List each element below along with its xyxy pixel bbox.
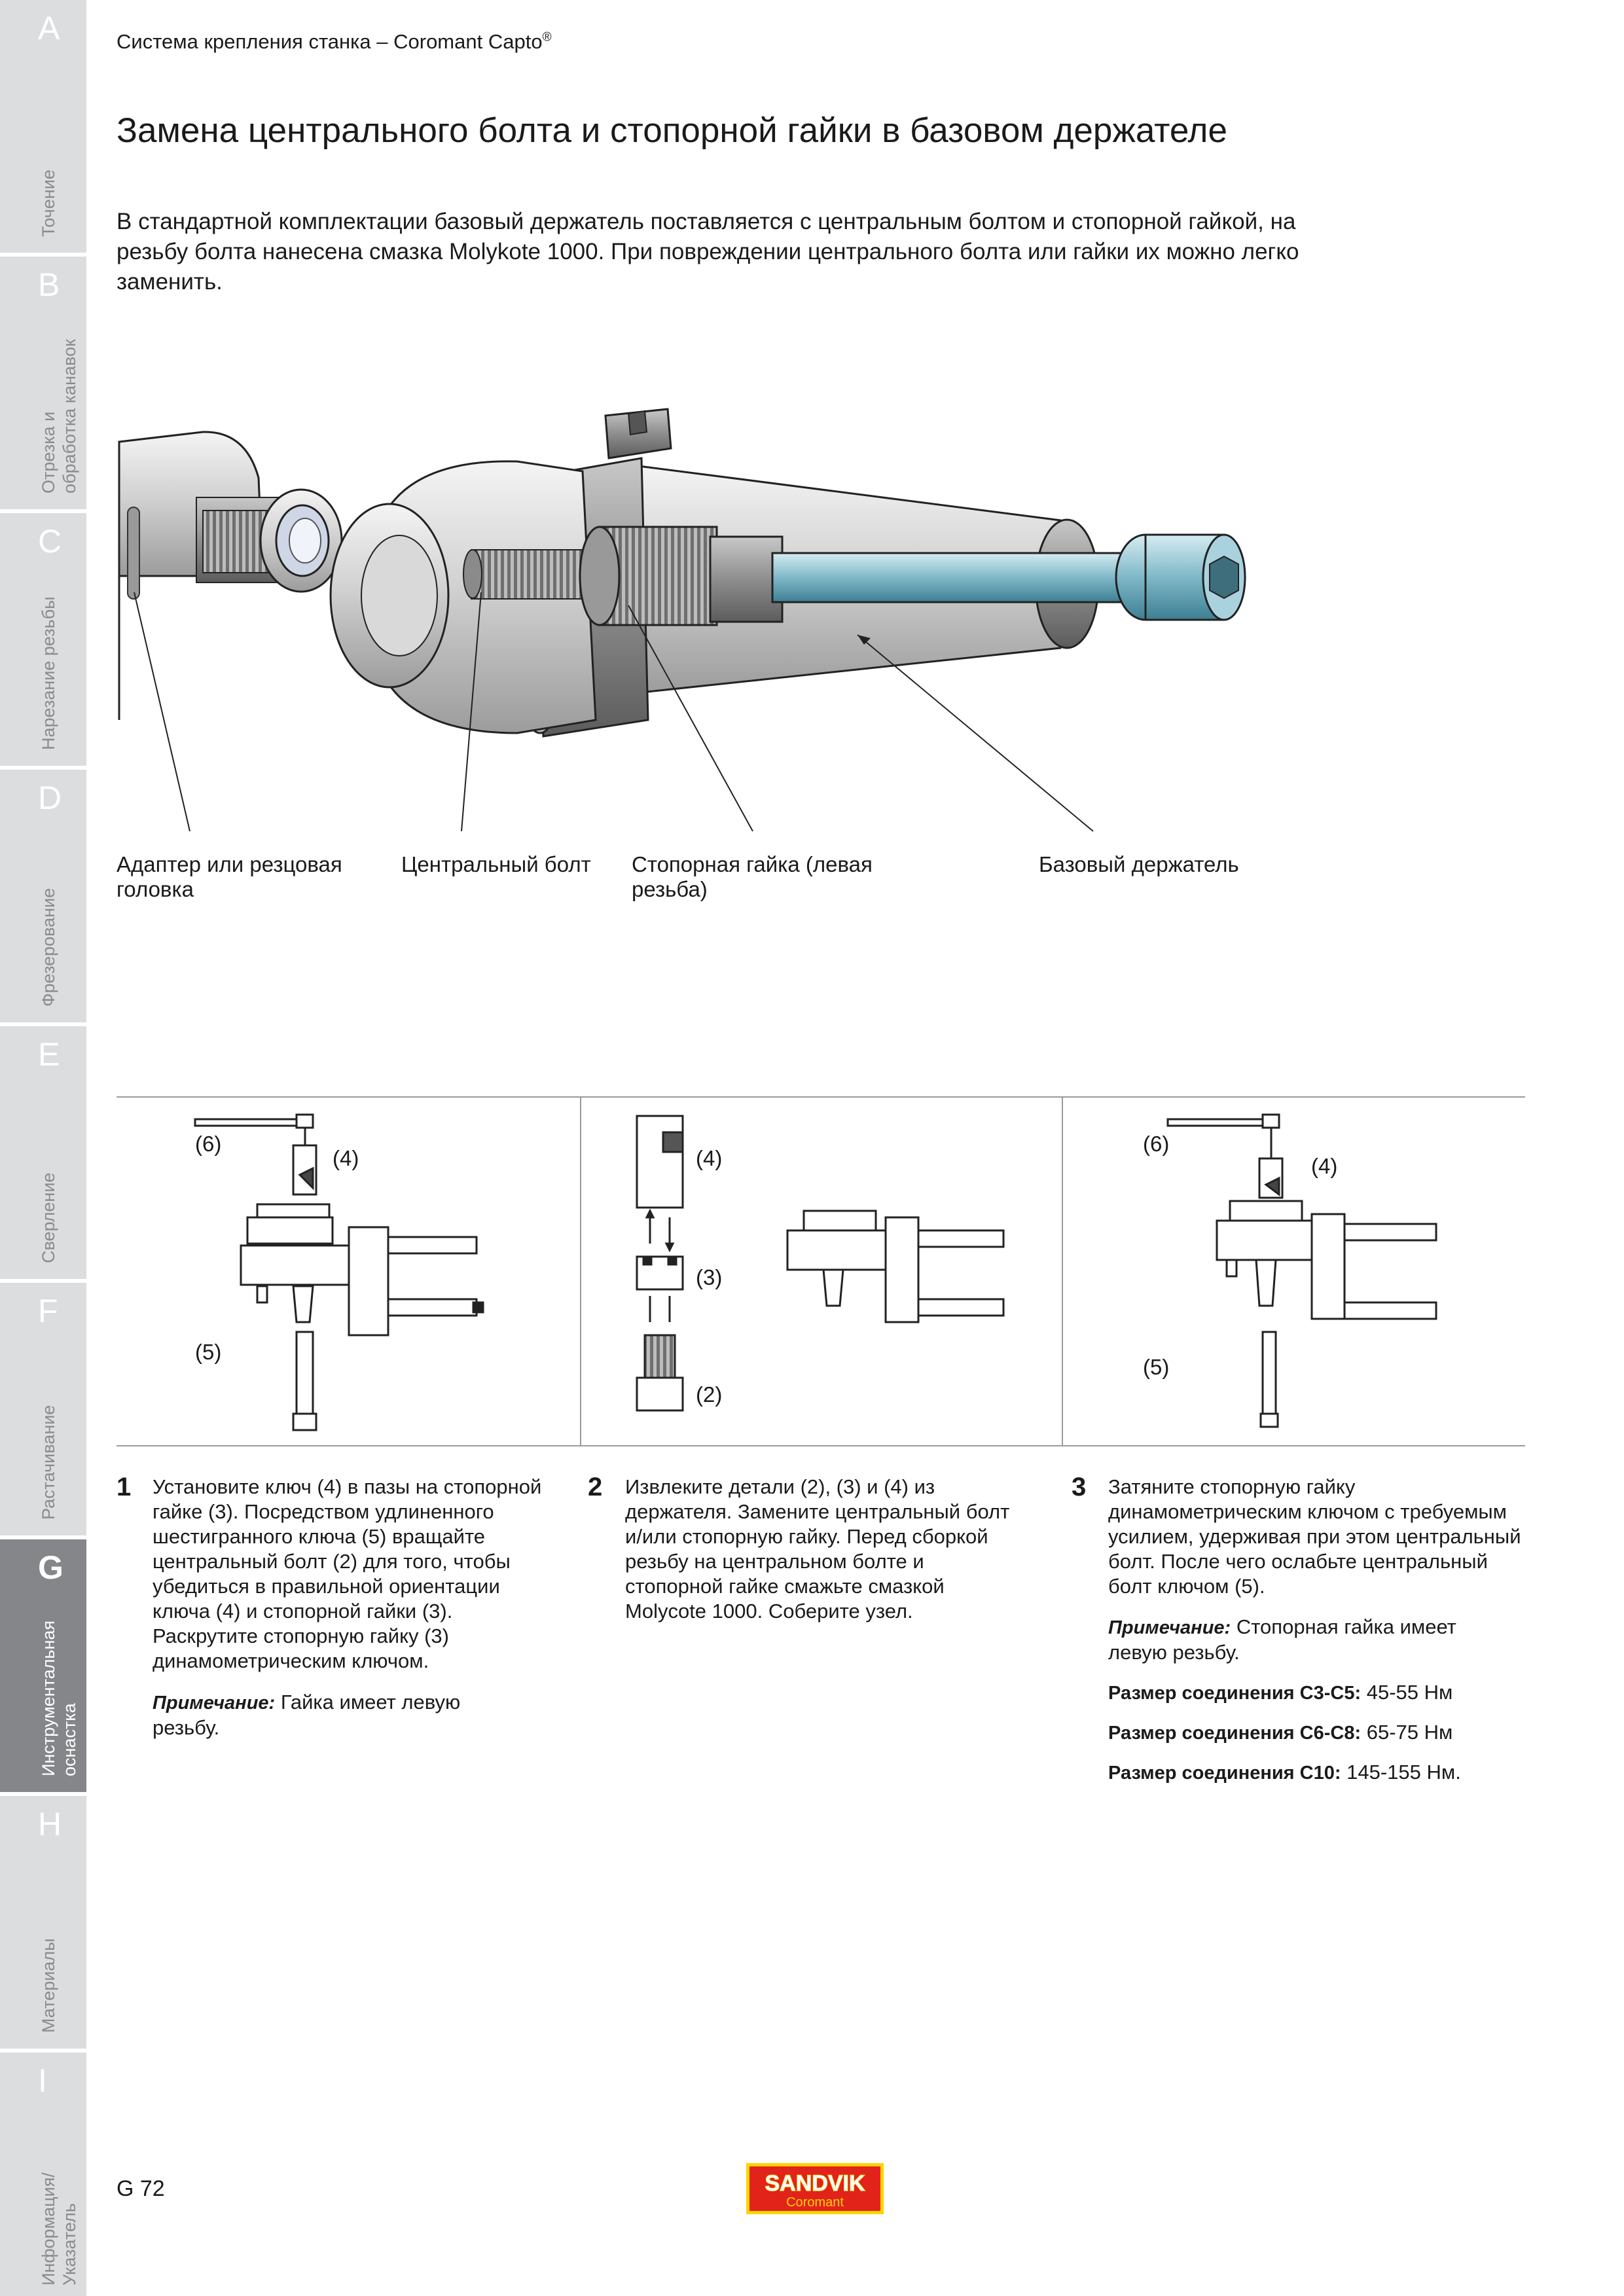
tab-letter: B [38,266,60,303]
running-header [117,30,552,54]
note-text: Гайка имеет левую резьбу. [153,1691,461,1739]
diagram-3-label-6: (6) [1143,1132,1170,1156]
tab-label: Инструментальная оснастка [39,1620,79,1776]
tab-letter: F [38,1293,58,1329]
step-3-note [1108,1615,1501,1665]
tab-d-milling[interactable] [0,770,86,1022]
note-label: Примечание: [153,1693,276,1713]
tab-label: Фрезерование [39,888,58,1007]
tab-letter: A [38,10,60,46]
step-3-diagram [1063,1096,1525,1446]
tab-label: Нарезание резьбы [39,596,58,750]
lock-nut-part [580,527,782,625]
intro-paragraph: В стандартной комплектации базовый держатель поставляется с центральным болтом и стопорной гайкой, на резьбу болта нанесена смазка Molykote 1000. При повреждении центрального болта или гайки их можно легко заменить. [117,209,1299,295]
spec-value: 145-155 Нм. [1341,1761,1461,1784]
diagram-2-label-2: (2) [696,1382,723,1407]
diagram-1-label-6: (6) [195,1132,222,1156]
svg-text:SANDVIK: SANDVIK [765,2171,865,2196]
tab-letter: G [38,1549,63,1586]
header-text: Система крепления станка – Coromant Capto [117,30,543,53]
note-label: Примечание: [1108,1617,1231,1638]
step-3-number: 3 [1072,1473,1087,1501]
tab-label: Материалы [39,1938,58,2033]
diagram-1-label-5: (5) [195,1340,222,1364]
step-1-note [153,1690,519,1740]
tab-letter: H [38,1806,62,1842]
tab-g-tool-holding[interactable] [0,1539,86,1792]
step-2-text: Извлеките детали (2), (3) и (4) из держателя. Замените центральный болт и/или стопорную гайку. Перед сборкой резьбу на центральном болте и стопорной гайке смажьте смазкой Molycote 1000. Соберите узел. [625,1475,1010,1623]
tab-letter: C [38,523,62,560]
note-text: Стопорная гайка имеет левую резьбу. [1108,1615,1456,1664]
spec-label: Размер соединения C10: [1108,1763,1341,1784]
torque-spec-c10 [1108,1760,1461,1785]
tab-letter: E [38,1036,60,1073]
registered-mark: ® [542,30,552,45]
callout-basic-holder: Базовый держатель [1039,852,1239,876]
diagram-3-label-5: (5) [1143,1355,1170,1379]
spec-value: 45-55 Нм [1361,1681,1453,1704]
step-1-text: Установите ключ (4) в пазы на стопорной гайке (3). Посредством удлиненного шестигранного ключа (5) вращайте центральный болт (2) для того, чтобы убедиться в правильной ориентации ключа (4) и стопорной гайки (3). Раскрутите стопорную гайку (3) динамометрическим ключом. [153,1475,542,1672]
svg-text:Coromant: Coromant [786,2195,844,2210]
torque-spec-c3-c5 [1108,1680,1453,1706]
step-diagrams-panel [117,1096,1525,1446]
step-2-number: 2 [588,1473,603,1501]
tab-h-materials[interactable] [0,1796,86,2049]
tab-label: Отрезка и обработка канавок [39,339,79,493]
diagram-1-label-4: (4) [333,1146,359,1170]
torque-spec-c6-c8 [1108,1720,1453,1746]
tab-label: Растачивание [39,1405,58,1520]
sandvik-coromant-logo [746,2163,884,2214]
diagram-2-label-3: (3) [696,1265,723,1289]
tab-a-turning[interactable] [0,0,86,253]
adapter-part [119,432,342,720]
step-3-text: Затяните стопорную гайку динамометрическим ключом с требуемым усилием, удерживая при этом центральный болт. После чего ослабьте центральный болт ключом (5). [1108,1475,1521,1598]
page-title: Замена центрального болта и стопорной гайки в базовом держателе [117,111,1227,150]
callout-adapter: Адаптер или резцовая головка [117,852,342,901]
step-2-diagram [581,1096,1062,1446]
spec-value: 65-75 Нм [1361,1721,1453,1744]
diagram-2-label-4: (4) [696,1146,723,1170]
tab-letter: D [38,780,62,816]
page-number: G 72 [117,2176,165,2201]
spec-label: Размер соединения C3-C5: [1108,1683,1362,1704]
tab-label: Точение [39,170,58,237]
tab-f-boring[interactable] [0,1283,86,1535]
callout-lock-nut: Стопорная гайка (левая резьба) [632,852,873,901]
tab-label: Информация/ Указатель [39,2172,79,2286]
holder-cross-section-illustration [111,380,1290,851]
tab-i-info-index[interactable] [0,2053,86,2296]
tab-e-drilling[interactable] [0,1026,86,1279]
section-tabs [0,0,86,2296]
diagram-3-label-4: (4) [1311,1154,1338,1178]
step-1-number: 1 [117,1473,132,1501]
callout-central-bolt: Центральный болт [401,852,591,876]
tab-letter: I [38,2062,47,2099]
spec-label: Размер соединения C6-C8: [1108,1723,1362,1744]
tab-c-threading[interactable] [0,513,86,766]
tab-label: Сверление [39,1172,58,1263]
tab-b-parting-grooving[interactable] [0,257,86,509]
